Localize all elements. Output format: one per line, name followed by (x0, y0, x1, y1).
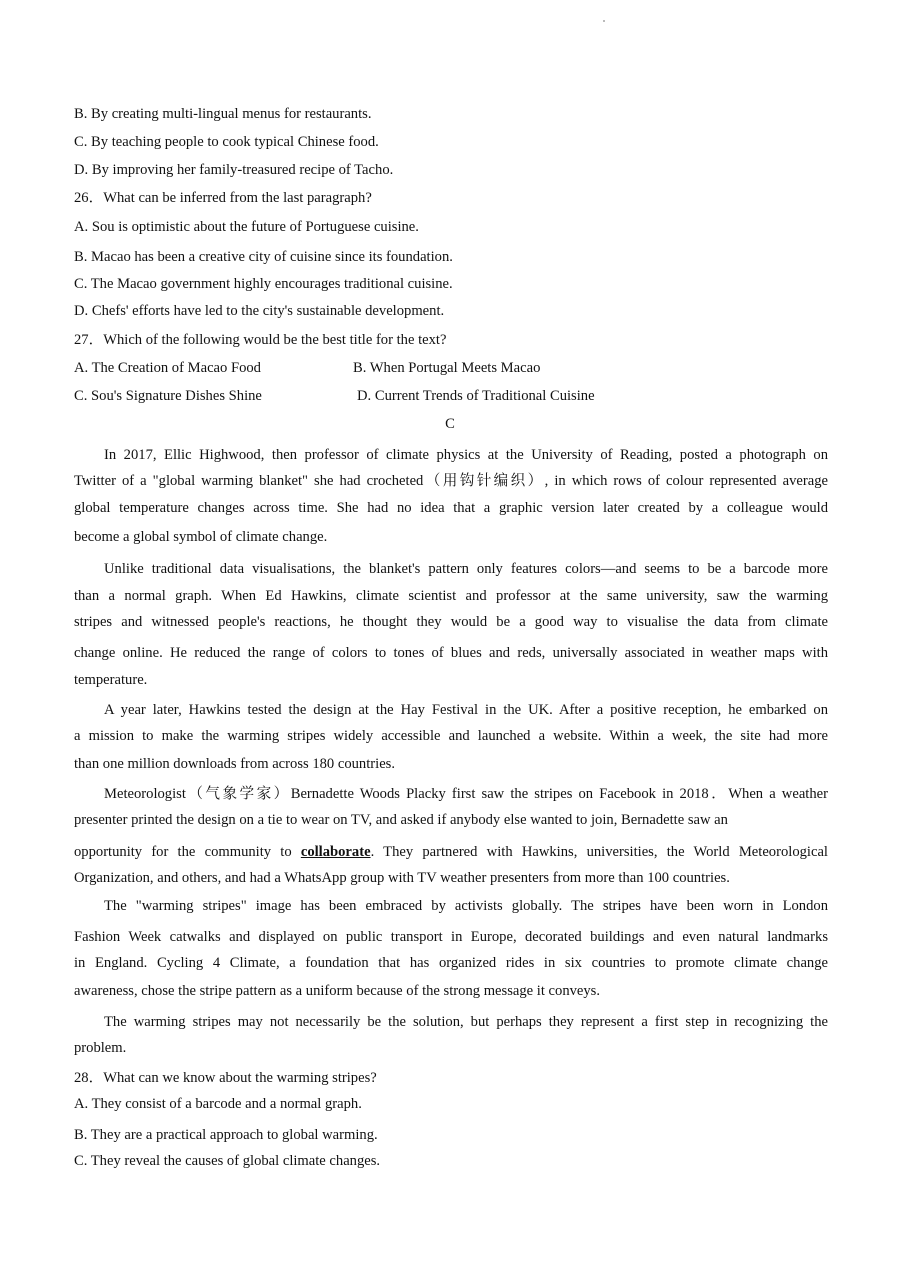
q27-option-a: A. The Creation of Macao Food (74, 360, 261, 376)
passage-p4-line4: Organization, and others, and had a WhatsApp group with TV weather presenters from more than 100 countries. (74, 870, 730, 886)
passage-p3-line2: a mission to make the warming stripes widely accessible and launched a website. Within a week, the site had more (74, 728, 828, 744)
passage-p1-line4: become a global symbol of climate change. (74, 529, 328, 545)
q27-option-b: B. When Portugal Meets Macao (353, 360, 541, 376)
q28-option-c: C. They reveal the causes of global climate changes. (74, 1153, 381, 1169)
passage-p6-line2: problem. (74, 1040, 127, 1056)
passage-p1-line3: global temperature changes across time. She had no idea that a graphic version later created by a colleague would (74, 500, 828, 516)
passage-p2-line2: than a normal graph. When Ed Hawkins, climate scientist and professor at the same university, saw the warming (74, 588, 828, 604)
scan-speck (603, 20, 605, 22)
keyword-collaborate: collaborate (300, 844, 371, 860)
q28-option-b: B. They are a practical approach to global warming. (74, 1127, 378, 1143)
q28-option-a: A. They consist of a barcode and a normal graph. (74, 1096, 362, 1112)
section-heading: C (445, 416, 455, 432)
passage-p3-line3: than one million downloads from across 180 countries. (74, 756, 396, 772)
q27-option-d: D. Current Trends of Traditional Cuisine (357, 388, 595, 404)
passage-p4-line2: presenter printed the design on a tie to wear on TV, and asked if anybody else wanted to join, Bernadette saw an (74, 812, 728, 828)
passage-p2-line3: stripes and witnessed people's reactions, he thought they would be a good way to visualise the data from climate (74, 614, 828, 630)
q26-option-d: D. Chefs' efforts have led to the city's sustainable development. (74, 303, 445, 319)
q26-stem: 26．What can be inferred from the last paragraph? (74, 190, 372, 206)
passage-p2-line4: change online. He reduced the range of colors to tones of blues and reds, universally associated in weather maps with (74, 645, 828, 661)
passage-p2-line1: Unlike traditional data visualisations, the blanket's pattern only features colors—and seems to be a barcode more (104, 561, 828, 577)
passage-p4-line3-end: . They partnered with Hawkins, universities, the World Meteorological (370, 844, 828, 860)
q27-option-c: C. Sou's Signature Dishes Shine (74, 388, 262, 404)
passage-p2-line5: temperature. (74, 672, 148, 688)
q25-option-d: D. By improving her family-treasured recipe of Tacho. (74, 162, 394, 178)
passage-p4-line3 (74, 843, 828, 861)
q27-stem: 27．Which of the following would be the best title for the text? (74, 332, 447, 348)
passage-p1-line2: Twitter of a "global warming blanket" she had crocheted（用钩针编织）, in which rows of colour represented average (74, 473, 828, 489)
passage-p6-line1: The warming stripes may not necessarily be the solution, but perhaps they represent a first step in recognizing the (104, 1014, 828, 1030)
q25-option-c: C. By teaching people to cook typical Chinese food. (74, 134, 379, 150)
q26-option-c: C. The Macao government highly encourages traditional cuisine. (74, 276, 453, 292)
passage-p4-line1: Meteorologist（气象学家）Bernadette Woods Placky first saw the stripes on Facebook in 2018．When a weather (104, 786, 828, 802)
q26-option-b: B. Macao has been a creative city of cuisine since its foundation. (74, 249, 453, 265)
passage-p3-line1: A year later, Hawkins tested the design at the Hay Festival in the UK. After a positive reception, he embarked on (104, 702, 828, 718)
q26-option-a: A. Sou is optimistic about the future of Portuguese cuisine. (74, 219, 419, 235)
passage-p4-line3-start: opportunity for the community to (74, 844, 301, 860)
q28-stem: 28．What can we know about the warming stripes? (74, 1070, 377, 1086)
passage-p1-line1: In 2017, Ellic Highwood, then professor of climate physics at the University of Reading, posted a photograph on (104, 447, 828, 463)
q25-option-b: B. By creating multi-lingual menus for restaurants. (74, 106, 372, 122)
passage-p5-line2: Fashion Week catwalks and displayed on public transport in Europe, decorated buildings and even natural landmarks (74, 929, 828, 945)
passage-p5-line3: in England. Cycling 4 Climate, a foundation that has organized rides in six countries to promote climate change (74, 955, 828, 971)
passage-p5-line1: The "warming stripes" image has been embraced by activists globally. The stripes have been worn in London (104, 898, 828, 914)
passage-p5-line4: awareness, chose the stripe pattern as a uniform because of the strong message it conveys. (74, 983, 601, 999)
